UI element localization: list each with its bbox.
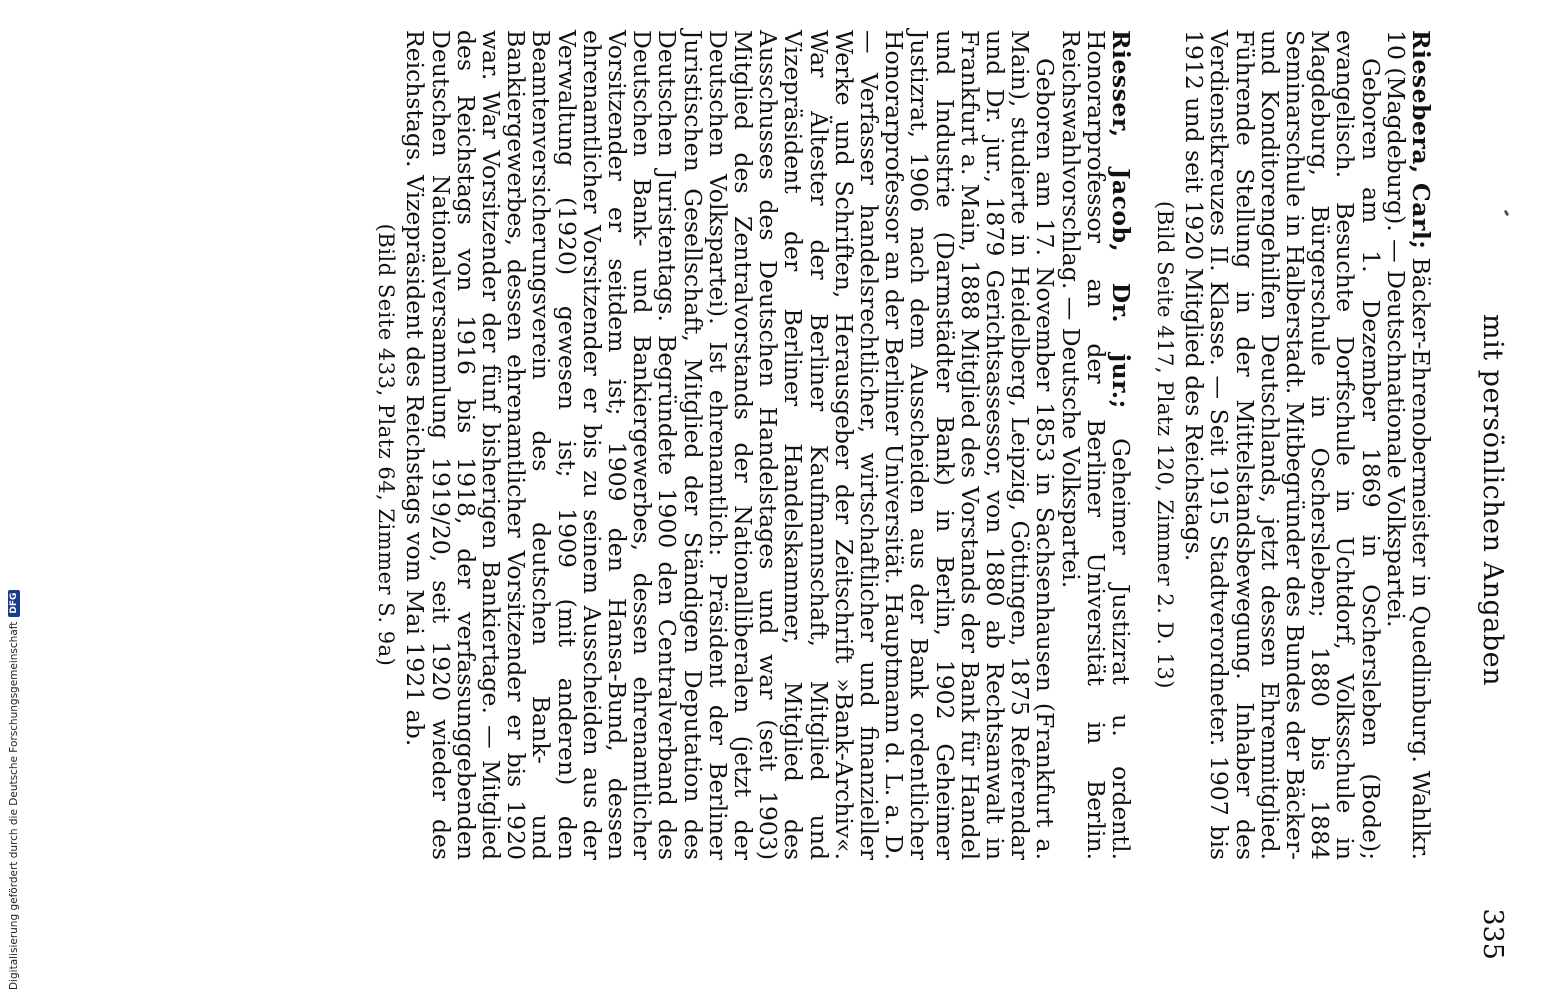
running-head bbox=[1468, 40, 1508, 960]
dfg-logo: DFG bbox=[8, 590, 20, 617]
biography-entry-riesebera bbox=[1152, 30, 1433, 860]
page-number: 335 bbox=[1477, 908, 1508, 960]
entry-heading bbox=[1057, 30, 1133, 860]
digitization-credit bbox=[8, 590, 20, 990]
entry-picture-reference: (Bild Seite 433, Platz 64, Zimmer S. 9a) bbox=[374, 223, 399, 667]
entry-heading bbox=[1383, 30, 1433, 860]
credit-text: Digitalisierung gefördert durch die Deutsche Forschungsgemeinschaft bbox=[8, 621, 20, 990]
biography-entry-riesser bbox=[373, 30, 1133, 860]
entry-picture-reference: (Bild Seite 417, Platz 120, Zimmer 2. D. 13) bbox=[1152, 201, 1177, 689]
entry-body: Geboren am 1. Dezember 1869 in Oschersleben (Bode); evangelisch. Besuchte Dorfschule in Uchtdorf, Volksschule in Magdeburg, Bürgerschule in Oschersleben; 1880 bis 1884 Seminarschule in Halberstadt. Mitbegründer des Bundes der Bäcker- und Konditorengehilfen Deutschlands, jetzt dessen Ehrenmitglied. Führende Stellung in der Mittelstandsbewegung. Inhaber des Verdienstkreuzes II. Klasse. — Seit 1915 Stadtverordneter. 1907 bis 1912 und seit 1920 Mitglied des Reichstags. bbox=[1180, 30, 1385, 860]
entry-name: Riesebera, Carl; bbox=[1407, 30, 1435, 250]
entry-intro: Geheimer Justizrat u. ordentl. Honorarprofessor an der Berliner Universität in Berlin. Reichswahlvorschlag. — Deutsche Volkspartei. bbox=[1056, 30, 1135, 860]
entry-body: Geboren am 17. November 1853 in Sachsenhausen (Frankfurt a. Main), studierte in Heidelberg, Leipzig, Göttingen, 1875 Referendar und Dr. jur., 1879 Gerichtsassessor, von 1880 ab Rechtsanwalt in Frankfurt a. Main, 1888 Mitglied des Vorstands der Bank für Handel und Industrie (Darmstädter Bank) in Berlin, 1902 Geheimer Justizrat, 1906 nach dem Ausscheiden aus der Bank ordentlicher Honorarprofessor an der Berliner Universität. Hauptmann d. L. a. D. — Verfasser handelsrechtlicher, wirtschaftlicher und finanzieller Werke und Schriften, Herausgeber der Zeitschrift »Bank-Archiv«. War Ältester der Berliner Kaufmannschaft, Mitglied und Vizepräsident der Berliner Handelskammer, Mitglied des Ausschusses des Deutschen Handelstages und war (seit 1903) Mitglied des Zentralvorstands der Nationalliberalen (jetzt der Deutschen Volkspartei). Ist ehrenamtlich: Präsident der Berliner Juristischen Gesellschaft, Mitglied der Ständigen Deputation des Deutschen Juristentags. Begründete 1900 den Centralverband des Deutschen Bank- und Bankiergewerbes, dessen ehrenamtlicher Vorsitzender er seitdem ist; 1909 den Hansa-Bund, dessen ehrenamtlicher Vorsitzender er bis zu seinem Ausscheiden aus der Verwaltung (1920) gewesen ist; 1909 (mit anderen) den Beamtenversicherungsverein des deutschen Bank- und Bankiergewerbes, dessen ehrenamtlicher Vorsitzender er bis 1920 war. War Vorsitzender der fünf bisherigen Bankiertage. — Mitglied des Reichstags von 1916 bis 1918, der verfassunggebenden Deutschen Nationalversammlung 1919/20, seit 1920 wieder des Reichstags. Vizepräsident des Reichstags vom Mai 1921 ab. bbox=[401, 30, 1060, 860]
running-head-title: mit persönlichen Angaben bbox=[1477, 314, 1508, 686]
entry-name: Riesser, Jacob, Dr. jur.; bbox=[1107, 30, 1135, 409]
entry-intro: Bäcker-Ehrenobermeister in Quedlinburg. Wahlkr. 10 (Magdeburg). — Deutschnationale Volkspartei. bbox=[1381, 30, 1435, 861]
